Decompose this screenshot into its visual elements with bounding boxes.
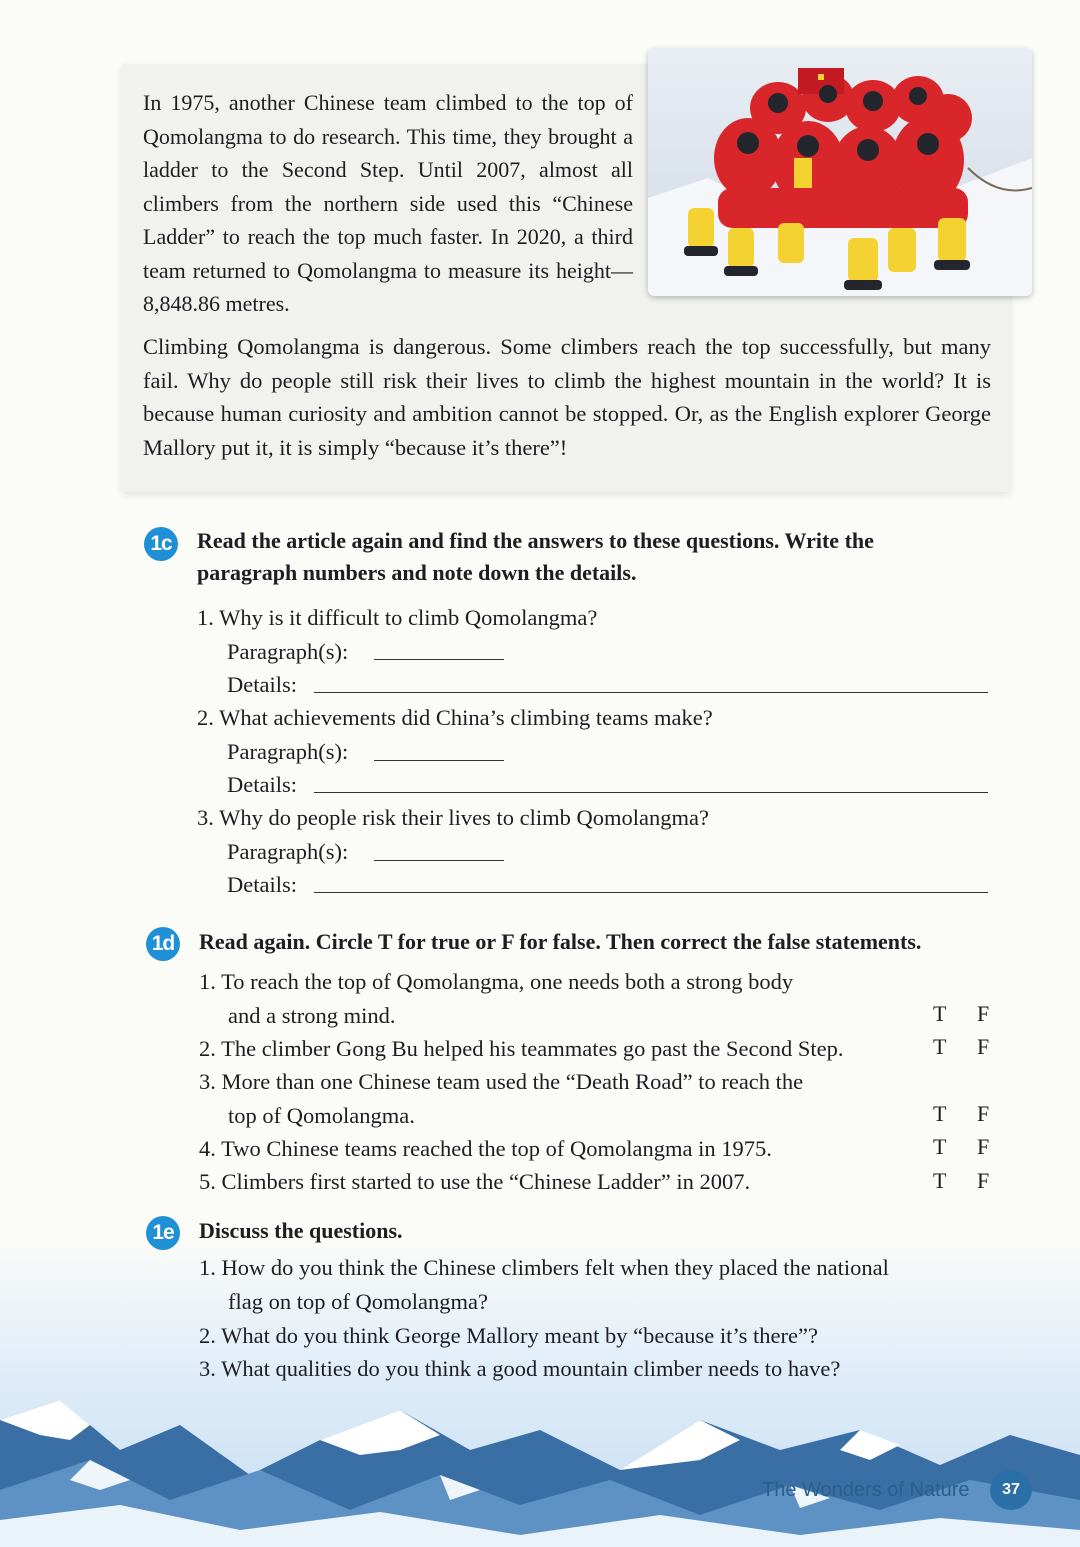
paragraph-label: Paragraph(s): [227,739,349,764]
article-paragraph-2: Climbing Qomolangma is dangerous. Some climbers reach the top successfully, but many fail. Why do people still risk their lives to climb the highest mountain in the world? It is because human curiosity and ambition cannot be stopped. Or, as the English explorer George Mallory put it, it is simply “because it’s there”! [143,334,991,460]
details-answer-blank-3[interactable] [314,892,988,893]
exercise-1c-instruction-line2: paragraph numbers and note down the details. [197,560,637,585]
question-1c-3: 3. Why do people risk their lives to climb Qomolangma? [197,805,709,830]
statement-1d-2: 2. The climber Gong Bu helped his teammates go past the Second Step. [199,1036,844,1061]
question-1e-1: 1. How do you think the Chinese climbers felt when they placed the national [199,1255,889,1280]
question-1c-2: 2. What achievements did China’s climbing teams make? [197,705,713,730]
statement-1d-1: 1. To reach the top of Qomolangma, one needs both a strong body [199,969,794,994]
details-label: Details: [227,872,297,897]
true-option-1[interactable]: T [933,1001,947,1026]
question-1e-1-cont: flag on top of Qomolangma? [228,1289,488,1314]
climbing-team-photo [648,48,1032,296]
details-answer-blank-1[interactable] [314,692,988,693]
details-answer-blank-2[interactable] [314,792,988,793]
exercise-badge-1c: 1c [144,527,178,561]
false-option-4[interactable]: F [977,1134,990,1159]
paragraph-answer-blank-2[interactable] [374,760,504,761]
statement-1d-3: 3. More than one Chinese team used the “Death Road” to reach the [199,1069,804,1094]
statement-1d-4: 4. Two Chinese teams reached the top of Qomolangma in 1975. [199,1136,772,1161]
true-option-2[interactable]: T [933,1034,947,1059]
article-paragraph-1: In 1975, another Chinese team climbed to the top of Qomolangma to do research. This time, they brought a ladder to the Second Step. Until 2007, almost all climbers from the northern side used this “Chinese Ladder” to reach the top much faster. In 2020, a third team returned to Qomolangma to measure its height—8,848.86 metres. [143,90,633,316]
unit-title: The Wonders of Nature [762,1479,970,1501]
mountain-banner-illustration [0,1380,1080,1547]
false-option-1[interactable]: F [977,1001,990,1026]
exercise-badge-1d: 1d [146,927,180,961]
question-1c-1: 1. Why is it difficult to climb Qomolangma? [197,605,598,630]
paragraph-answer-blank-3[interactable] [374,860,504,861]
question-1e-2: 2. What do you think George Mallory meant by “because it’s there”? [199,1323,818,1348]
false-option-3[interactable]: F [977,1101,990,1126]
false-option-5[interactable]: F [977,1168,990,1193]
false-option-2[interactable]: F [977,1034,990,1059]
exercise-1c-instruction-line1: Read the article again and find the answers to these questions. Write the [197,528,874,553]
true-option-3[interactable]: T [933,1101,947,1126]
paragraph-label: Paragraph(s): [227,839,349,864]
climbers-image [648,48,1032,296]
exercise-badge-1e: 1e [146,1216,180,1250]
statement-1d-1-cont: and a strong mind. [228,1003,396,1028]
details-label: Details: [227,672,297,697]
exercise-1e-instruction: Discuss the questions. [199,1218,403,1243]
statement-1d-3-cont: top of Qomolangma. [228,1103,415,1128]
exercise-1d-instruction: Read again. Circle T for true or F for false. Then correct the false statements. [199,929,922,954]
true-option-4[interactable]: T [933,1134,947,1159]
page-number-badge: 37 [990,1470,1032,1510]
statement-1d-5: 5. Climbers first started to use the “Chinese Ladder” in 2007. [199,1169,751,1194]
question-1e-3: 3. What qualities do you think a good mountain climber needs to have? [199,1356,841,1381]
paragraph-label: Paragraph(s): [227,639,349,664]
true-option-5[interactable]: T [933,1168,947,1193]
details-label: Details: [227,772,297,797]
paragraph-answer-blank-1[interactable] [374,659,504,660]
